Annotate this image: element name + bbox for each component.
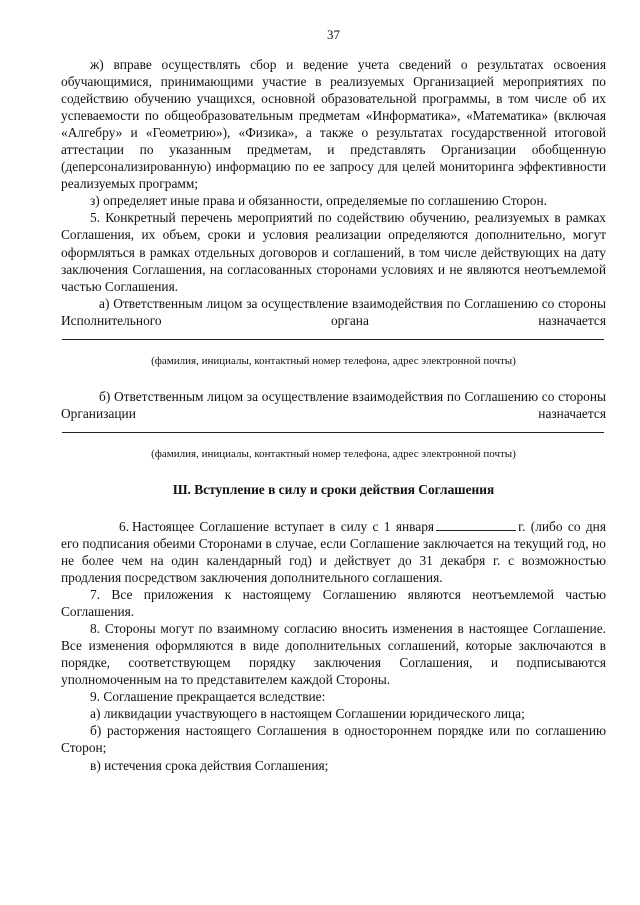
paragraph-7: 7. Все приложения к настоящему Соглашению являются неотъемлемой частью Соглашения. — [61, 587, 606, 620]
paragraph-8: 8. Стороны могут по взаимному согласию вносить изменения в настоящее Соглашение. Все изменения оформляются в виде дополнительных соглашений, которые заключаются в порядке, соответствующем порядку заключения Соглашения, и подписываются уполномоченным на то представителем каждой Стороны. — [61, 621, 606, 688]
paragraph-responsible-a: а) Ответственным лицом за осуществление взаимодействия по Соглашению со стороны Исполнительного органа назначается — [61, 295, 606, 328]
fill-line-a — [62, 329, 604, 340]
paragraph-z: з) определяет иные права и обязанности, определяемые по соглашению Сторон. — [90, 193, 547, 209]
year-blank — [436, 519, 516, 531]
paragraph-zh: ж) вправе осуществлять сбор и ведение учета сведений о результатах освоения обучающимися, принимающими участие в реализуемых Организацией мероприятиях по содействию обучению учащихся, основной образовательной программы, в том числе об их успеваемости по общеобразовательным предметам «Информатика», «Математика» (включая «Алгебру» и «Геометрию»), «Физика», а также о результатах государственной итоговой аттестации по указанным предметам, и представлять Организации обобщенную (деперсонализированную) информацию по ее запросу для целей мониторинга эффективности реализуемых программ; — [61, 57, 606, 192]
paragraph-9-b: б) расторжения настоящего Соглашения в одностороннем порядке или по соглашению Сторон; — [61, 723, 606, 756]
paragraph-9-a: а) ликвидации участвующего в настоящем Соглашении юридического лица; — [90, 706, 525, 722]
paragraph-9: 9. Соглашение прекращается вследствие: — [90, 689, 326, 705]
fill-line-b — [62, 422, 604, 433]
paragraph-6-text-end: г. (либо со дня его подписания обеими Сторонами в случае, если Соглашение заключается на текущий год, но не более чем на один календарный год) и действует до 31 декабря г. с возможностью продления посредством заключения дополнительного соглашения. — [61, 518, 606, 585]
paragraph-5: 5. Конкретный перечень мероприятий по содействию обучению, реализуемых в рамках Соглашения, их объем, сроки и условия реализации определяются дополнительно, могут оформляться в рамках отдельных договоров и соглашений, в том числе действующих на дату заключения Соглашения, на согласованных сторонами условиях и не являются неотъемлемой частью Соглашения. — [61, 210, 606, 294]
caption-b: (фамилия, инициалы, контактный номер телефона, адрес электронной почты) — [151, 447, 516, 460]
paragraph-responsible-b: б) Ответственным лицом за осуществление взаимодействия по Соглашению со стороны Организации назначается — [61, 388, 606, 421]
caption-a: (фамилия, инициалы, контактный номер телефона, адрес электронной почты) — [151, 354, 516, 367]
paragraph-6-text-start: Настоящее Соглашение вступает в силу с 1 января — [132, 518, 435, 534]
paragraph-6 — [61, 518, 606, 586]
paragraph-6-number: 6. — [119, 518, 130, 534]
paragraph-9-c: в) истечения срока действия Соглашения; — [90, 757, 329, 773]
page-number: 37 — [327, 27, 340, 42]
section-heading: Ш. Вступление в силу и сроки действия Соглашения — [172, 481, 495, 497]
